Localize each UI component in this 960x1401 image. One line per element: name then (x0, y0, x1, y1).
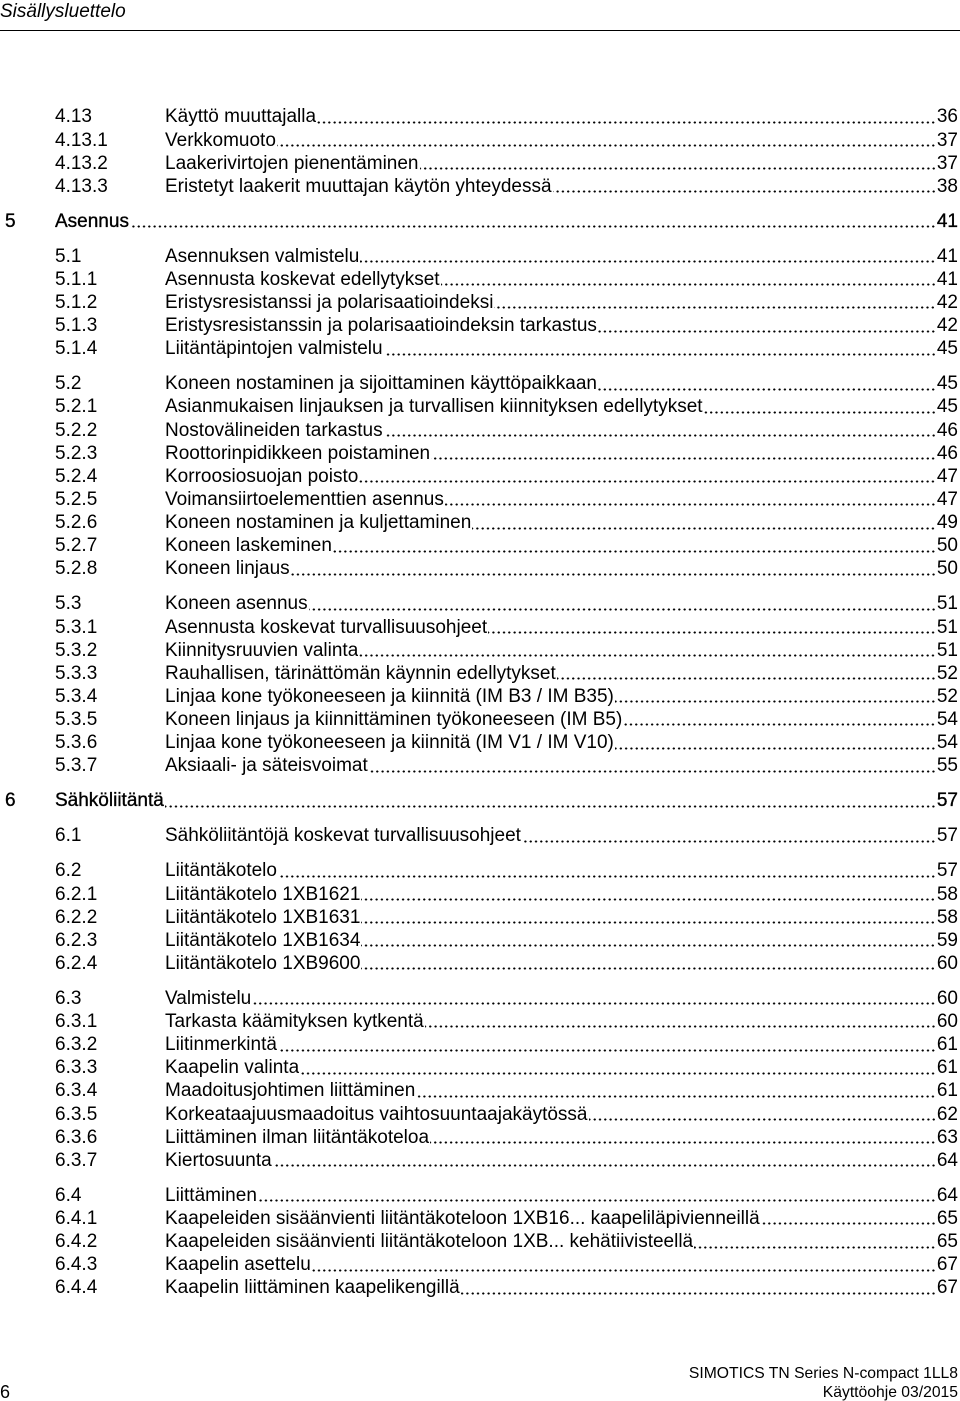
toc-entry-title: Eristysresistanssi ja polarisaatioindeksi (165, 292, 494, 314)
toc-entry[interactable] (0, 1276, 958, 1299)
toc-entry-page-number: 37 (936, 152, 958, 174)
toc-entry[interactable] (0, 1207, 958, 1230)
toc-entry-dot-leader (359, 654, 936, 657)
toc-group (0, 987, 958, 1172)
toc-entry-page-number: 63 (936, 1126, 958, 1148)
toc-entry[interactable] (0, 105, 958, 128)
toc-entry-title: Eristetyt laakerit muuttajan käytön yhteydessä (165, 175, 552, 197)
toc-entry-dot-leader (416, 1095, 936, 1098)
toc-entry[interactable] (0, 395, 958, 418)
toc-entry-dot-leader (420, 167, 936, 170)
toc-entry-dot-leader (291, 573, 936, 576)
toc-entry-dot-leader (300, 1072, 936, 1075)
toc-entry[interactable] (0, 1079, 958, 1102)
toc-entry-page-number: 46 (936, 442, 958, 464)
toc-entry-number: 6.3.7 (55, 1149, 98, 1171)
toc-entry-number: 5.2.7 (55, 535, 98, 557)
toc-entry-title: Asennuksen valmistelu (165, 245, 360, 267)
toc-entry-page-number: 46 (936, 419, 958, 441)
toc-entry-number: 5.2 (55, 373, 82, 395)
toc-group (0, 592, 958, 777)
toc-entry-number: 5.3.5 (55, 709, 98, 731)
toc-entry-title: Sähköliitäntä (55, 790, 164, 812)
toc-entry-page-number: 67 (936, 1254, 958, 1276)
footer-page-number: 6 (0, 1382, 11, 1401)
toc-entry-title: Kaapelin asettelu (165, 1254, 311, 1276)
toc-entry-dot-leader (615, 747, 936, 750)
toc-entry[interactable] (0, 337, 958, 360)
toc-entry-title: Koneen linjaus ja kiinnittäminen työkoneeseen (IM B5) (165, 709, 623, 731)
toc-entry-title: Kiertosuunta (165, 1149, 272, 1171)
toc-entry[interactable] (0, 662, 958, 685)
toc-entry-number: 5.2.3 (55, 442, 98, 464)
toc-entry-number: 6.2.1 (55, 883, 98, 905)
toc-entry-page-number: 62 (936, 1103, 958, 1125)
toc-entry-dot-leader (441, 283, 936, 286)
footer-document-info (689, 1365, 958, 1401)
toc-entry-page-number: 65 (936, 1208, 958, 1230)
toc-entry-dot-leader (598, 388, 936, 391)
toc-entry-number: 5.2.2 (55, 419, 98, 441)
toc-entry-title: Liitäntäkotelo 1XB1631 (165, 906, 361, 928)
toc-entry-dot-leader (431, 457, 936, 460)
toc-entry-dot-leader (704, 411, 936, 414)
toc-entry-dot-leader (522, 840, 936, 843)
toc-entry-number: 5.3.7 (55, 755, 98, 777)
toc-entry-page-number: 37 (936, 129, 958, 151)
toc-entry-title: Asennusta koskevat turvallisuusohjeet (165, 616, 488, 638)
toc-entry-dot-leader (445, 503, 936, 506)
toc-entry-title: Kaapelin valinta (165, 1057, 300, 1079)
toc-entry-title: Valmistelu (165, 987, 252, 1009)
toc-entry-title: Liitäntäkotelo 1XB9600 (165, 952, 361, 974)
toc-entry[interactable] (0, 1253, 958, 1276)
toc-entry-dot-leader (425, 1025, 936, 1028)
toc-group (0, 1184, 958, 1300)
toc-entry-number: 5.1.1 (55, 268, 98, 290)
toc-entry-dot-leader (360, 260, 936, 263)
toc-entry-page-number: 36 (936, 106, 958, 128)
toc-entry-dot-leader (384, 434, 936, 437)
toc-entry-title: Roottorinpidikkeen poistaminen (165, 442, 431, 464)
toc-entry[interactable] (0, 1033, 958, 1056)
toc-entry-dot-leader (361, 944, 935, 947)
toc-entry-page-number: 61 (936, 1034, 958, 1056)
toc-entry-number: 6.1 (55, 825, 82, 847)
toc-entry-title: Asennus (55, 210, 129, 232)
toc-entry-page-number: 45 (936, 396, 958, 418)
toc-entry-number: 6.4.4 (55, 1277, 98, 1299)
toc-entry-page-number: 59 (936, 929, 958, 951)
toc-entry-page-number: 51 (936, 593, 958, 615)
toc-entry[interactable] (0, 442, 958, 465)
toc-entry-page-number: 61 (936, 1057, 958, 1079)
toc-entry-title: Nostovälineiden tarkastus (165, 419, 383, 441)
toc-entry-dot-leader (361, 921, 935, 924)
toc-entry[interactable] (0, 268, 958, 291)
toc-entry-number: 6.3 (55, 987, 82, 1009)
page-header-title: Sisällysluettelo (0, 1, 126, 22)
toc-entry-dot-leader (278, 875, 936, 878)
toc-group (0, 824, 958, 847)
toc-entry-page-number: 54 (936, 732, 958, 754)
toc-entry[interactable] (0, 824, 958, 847)
toc-entry-number: 6.4.2 (55, 1231, 98, 1253)
toc-entry[interactable] (0, 291, 958, 314)
toc-entry-page-number: 52 (936, 662, 958, 684)
toc-entry-title: Liittäminen (165, 1184, 257, 1206)
toc-entry-number: 6.2.2 (55, 906, 98, 928)
toc-entry-number: 5.1 (55, 245, 82, 267)
toc-entry-page-number: 38 (936, 175, 958, 197)
toc-entry-number: 5.3.3 (55, 662, 98, 684)
toc-entry-number: 6.4.1 (55, 1208, 98, 1230)
toc-entry-title: Voimansiirtoelementtien asennus (165, 489, 444, 511)
toc-entry-page-number: 61 (936, 1080, 958, 1102)
toc-entry[interactable] (0, 465, 958, 488)
toc-entry[interactable] (0, 1149, 958, 1172)
toc-entry-page-number: 47 (936, 465, 958, 487)
toc-entry-number: 5.1.3 (55, 315, 98, 337)
toc-entry-title: Linjaa kone työkoneeseen ja kiinnitä (IM V1 / IM V10) (165, 732, 614, 754)
toc-entry-page-number: 45 (936, 338, 958, 360)
toc-entry[interactable] (0, 488, 958, 511)
toc-entry-title: Laakerivirtojen pienentäminen (165, 152, 419, 174)
toc-entry[interactable] (0, 754, 958, 777)
toc-entry-page-number: 60 (936, 987, 958, 1009)
toc-entry-number: 6.4.3 (55, 1254, 98, 1276)
toc-entry-number: 5.3.6 (55, 732, 98, 754)
toc-entry-page-number: 51 (936, 616, 958, 638)
toc-entry-title: Eristysresistanssin ja polarisaatioindeksin tarkastus (165, 315, 597, 337)
toc-chapter-entry[interactable] (0, 210, 958, 233)
toc-entry-number: 4.13 (55, 106, 92, 128)
toc-chapter-entry[interactable] (0, 789, 958, 812)
toc-entry-page-number: 42 (936, 315, 958, 337)
toc-entry-number: 4.13.1 (55, 129, 108, 151)
toc-entry-number: 6 (5, 790, 16, 812)
toc-group (0, 789, 958, 812)
toc-entry-dot-leader (278, 1049, 936, 1052)
toc-entry-page-number: 57 (936, 825, 958, 847)
toc-entry-page-number: 52 (936, 686, 958, 707)
toc-entry-title: Liitäntäpintojen valmistelu (165, 338, 383, 360)
toc-entry-title: Sähköliitäntöjä koskevat turvallisuusohjeet (165, 825, 521, 847)
toc-entry-title: Asennusta koskevat edellytykset (165, 268, 440, 290)
toc-entry-dot-leader (615, 700, 936, 703)
toc-entry-number: 5.2.5 (55, 489, 98, 511)
toc-entry-number: 6.2.3 (55, 929, 98, 951)
toc-entry-title: Aksiaali- ja säteisvoimat (165, 755, 368, 777)
toc-entry-dot-leader (252, 1002, 936, 1005)
toc-entry-page-number: 55 (936, 755, 958, 777)
toc-entry[interactable] (0, 534, 958, 557)
toc-entry-page-number: 41 (936, 245, 958, 267)
toc-entry-number: 6.3.5 (55, 1103, 98, 1125)
toc-group (0, 210, 958, 233)
toc-entry-page-number: 41 (936, 268, 958, 290)
toc-entry-title: Rauhallisen, tärinättömän käynnin edellytykset (165, 662, 556, 684)
toc-entry-number: 4.13.2 (55, 152, 108, 174)
toc-entry-page-number: 41 (936, 210, 958, 232)
toc-entry[interactable] (0, 557, 958, 580)
toc-entry-page-number: 65 (936, 1231, 958, 1253)
toc-entry-number: 6.3.3 (55, 1057, 98, 1079)
toc-entry-dot-leader (359, 480, 936, 483)
toc-entry-number: 6.2 (55, 860, 82, 882)
toc-entry[interactable] (0, 906, 958, 929)
toc-entry-number: 5.2.6 (55, 512, 98, 534)
toc-entry[interactable] (0, 592, 958, 615)
toc-entry-title: Korkeataajuusmaadoitus vaihtosuuntaajakäytössä (165, 1103, 588, 1125)
toc-entry-page-number: 60 (936, 1011, 958, 1033)
toc-entry-dot-leader (461, 1292, 936, 1295)
toc-entry[interactable] (0, 685, 958, 708)
toc-entry-dot-leader (557, 677, 936, 680)
toc-entry-number: 5.2.1 (55, 396, 98, 418)
toc-entry-dot-leader (598, 330, 936, 333)
toc-entry-title: Linjaa kone työkoneeseen ja kiinnitä (IM B3 / IM B35) (165, 686, 614, 707)
toc-entry[interactable] (0, 883, 958, 906)
toc-entry-number: 5.1.2 (55, 292, 98, 314)
toc-entry-page-number: 58 (936, 883, 958, 905)
footer-document-title: Käyttöohje 03/2015 (822, 1384, 958, 1401)
toc-group (0, 105, 958, 198)
toc-entry[interactable] (0, 511, 958, 534)
toc-entry-title: Kaapelin liittäminen kaapelikengillä (165, 1277, 460, 1299)
toc-entry-number: 6.3.6 (55, 1126, 98, 1148)
toc-group (0, 245, 958, 361)
toc-entry-title: Korroosiosuojan poisto (165, 465, 359, 487)
toc-entry-page-number: 57 (936, 790, 958, 812)
toc-entry-title: Asianmukaisen linjauksen ja turvallisen kiinnityksen edellytykset (165, 396, 703, 418)
toc-entry[interactable] (0, 1010, 958, 1033)
toc-entry-number: 5.2.4 (55, 465, 98, 487)
header-rule (0, 30, 960, 31)
toc-entry-dot-leader (361, 898, 935, 901)
toc-entry-title: Maadoitusjohtimen liittäminen (165, 1080, 416, 1102)
toc-entry-title: Kaapeleiden sisäänvienti liitäntäkoteloon 1XB16... kaapeliläpivienneillä (165, 1208, 760, 1230)
toc-entry-number: 5.2.8 (55, 558, 98, 580)
toc-entry-number: 5.3.1 (55, 616, 98, 638)
toc-entry[interactable] (0, 731, 958, 754)
toc-entry-page-number: 51 (936, 639, 958, 661)
toc-entry-title: Liitäntäkotelo 1XB1634 (165, 929, 361, 951)
toc-entry[interactable] (0, 129, 958, 152)
toc-entry[interactable] (0, 639, 958, 662)
toc-entry[interactable] (0, 1184, 958, 1207)
toc-entry[interactable] (0, 314, 958, 337)
toc-entry[interactable] (0, 859, 958, 882)
toc-entry-page-number: 47 (936, 489, 958, 511)
toc-entry-title: Käyttö muuttajalla (165, 106, 317, 128)
toc-entry-page-number: 57 (936, 860, 958, 882)
toc-group (0, 372, 958, 580)
toc-entry-page-number: 64 (936, 1184, 958, 1206)
toc-entry[interactable] (0, 1056, 958, 1079)
toc-entry-number: 5 (5, 210, 16, 232)
toc-entry-page-number: 50 (936, 535, 958, 557)
toc-entry-dot-leader (277, 144, 936, 147)
toc-entry[interactable] (0, 1103, 958, 1126)
toc-entry-number: 5.1.4 (55, 338, 98, 360)
toc-entry-number: 6.2.4 (55, 952, 98, 974)
toc-entry-number: 6.3.4 (55, 1080, 98, 1102)
toc-entry-dot-leader (317, 121, 936, 124)
toc-entry-dot-leader (430, 1141, 936, 1144)
toc-entry-dot-leader (488, 631, 936, 634)
toc-entry-number: 5.3.2 (55, 639, 98, 661)
toc-entry-dot-leader (494, 306, 935, 309)
toc-entry-title: Koneen linjaus (165, 558, 290, 580)
toc-entry-page-number: 54 (936, 709, 958, 731)
toc-entry-title: Kiinnitysruuvien valinta (165, 639, 359, 661)
toc-entry[interactable] (0, 929, 958, 952)
toc-entry-number: 6.3.2 (55, 1034, 98, 1056)
toc-entry[interactable] (0, 952, 958, 975)
toc-entry[interactable] (0, 987, 958, 1010)
toc-entry-dot-leader (309, 608, 936, 611)
toc-entry-number: 4.13.3 (55, 175, 108, 197)
toc-entry[interactable] (0, 245, 958, 268)
toc-entry-page-number: 49 (936, 512, 958, 534)
toc-entry-page-number: 45 (936, 373, 958, 395)
toc-entry[interactable] (0, 175, 958, 198)
toc-entry-title: Tarkasta käämityksen kytkentä (165, 1011, 424, 1033)
toc-entry-page-number: 64 (936, 1149, 958, 1171)
footer-product-name: SIMOTICS TN Series N-compact 1LL8 (688, 1365, 958, 1382)
toc-entry-page-number: 67 (936, 1277, 958, 1299)
toc-entry[interactable] (0, 419, 958, 442)
toc-entry-dot-leader (553, 190, 936, 193)
toc-entry-dot-leader (761, 1222, 936, 1225)
toc-entry-title: Koneen nostaminen ja kuljettaminen (165, 512, 472, 534)
toc-entry-number: 5.3 (55, 593, 82, 615)
toc-entry[interactable] (0, 1126, 958, 1149)
toc-entry-title: Liitäntäkotelo (165, 860, 277, 882)
toc-entry[interactable] (0, 1230, 958, 1253)
toc-entry-dot-leader (694, 1246, 936, 1249)
toc-entry-dot-leader (258, 1199, 936, 1202)
toc-entry-number: 6.3.1 (55, 1011, 98, 1033)
toc-entry-dot-leader (623, 723, 936, 726)
toc-entry-dot-leader (472, 527, 936, 530)
toc-entry-title: Verkkomuoto (165, 129, 276, 151)
toc-entry-number: 5.3.4 (55, 686, 98, 707)
toc (0, 105, 958, 1299)
toc-entry-dot-leader (384, 353, 936, 356)
toc-entry[interactable] (0, 152, 958, 175)
toc-entry-dot-leader (130, 225, 936, 228)
toc-entry-title: Koneen asennus (165, 593, 308, 615)
toc-entry-page-number: 42 (936, 292, 958, 314)
toc-entry[interactable] (0, 372, 958, 395)
toc-entry-title: Koneen laskeminen (165, 535, 332, 557)
toc-entry-title: Koneen nostaminen ja sijoittaminen käyttöpaikkaan (165, 373, 597, 395)
toc-entry-title: Liittäminen ilman liitäntäkoteloa (165, 1126, 430, 1148)
toc-entry-page-number: 60 (936, 952, 958, 974)
toc-entry-dot-leader (589, 1118, 936, 1121)
toc-entry-page-number: 50 (936, 558, 958, 580)
toc-entry-title: Liitinmerkintä (165, 1034, 277, 1056)
toc-entry-dot-leader (165, 805, 936, 808)
toc-entry-title: Kaapeleiden sisäänvienti liitäntäkoteloon 1XB... kehätiivisteellä (165, 1231, 694, 1253)
toc-entry-number: 6.4 (55, 1184, 82, 1206)
toc-entry-dot-leader (312, 1269, 936, 1272)
toc-entry[interactable] (0, 616, 958, 639)
toc-entry-title: Liitäntäkotelo 1XB1621 (165, 883, 361, 905)
toc-entry-dot-leader (333, 550, 936, 553)
toc-entry-dot-leader (273, 1164, 936, 1167)
toc-group (0, 859, 958, 975)
toc-entry[interactable] (0, 708, 958, 731)
toc-entry-dot-leader (361, 967, 935, 970)
toc-entry-dot-leader (369, 770, 936, 773)
toc-entry-page-number: 58 (936, 906, 958, 928)
